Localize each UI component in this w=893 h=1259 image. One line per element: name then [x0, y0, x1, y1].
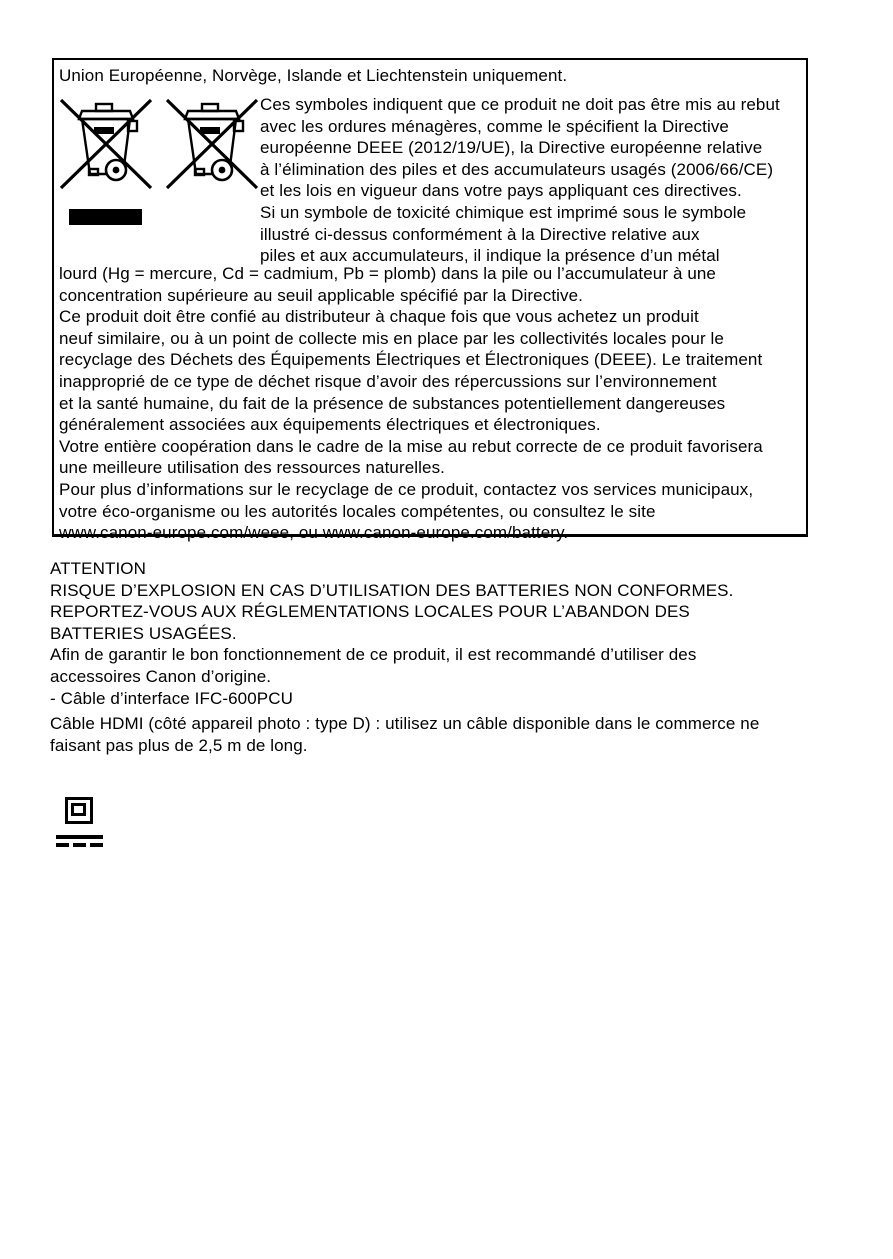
text-line: BATTERIES USAGÉES.	[50, 623, 237, 643]
text-line: ATTENTION	[50, 559, 146, 578]
text-line: illustré ci-dessus conformément à la Directive relative aux	[260, 224, 700, 244]
text-line: Pour plus d’informations sur le recyclage de ce produit, contactez vos services municipaux,	[59, 479, 754, 499]
hdmi-note-section	[50, 713, 759, 756]
text-line: concentration supérieure au seuil applicable spécifié par la Directive.	[59, 285, 583, 305]
text-line: une meilleure utilisation des ressources naturelles.	[59, 458, 446, 478]
text-line: www.canon-europe.com/weee, ou www.canon-europe.com/battery.	[59, 523, 569, 543]
text-line: faisant pas plus de 2,5 m de long.	[50, 735, 308, 755]
text-line: Ces symboles indiquent que ce produit ne doit pas être mis au rebut	[260, 95, 780, 114]
text-line: inapproprié de ce type de déchet risque d’avoir des répercussions sur l’environnement	[59, 371, 717, 391]
text-line: piles et aux accumulateurs, il indique la présence d’un métal	[260, 246, 720, 266]
notice-title: Union Européenne, Norvège, Islande et Liechtenstein uniquement.	[59, 65, 568, 85]
text-line: à l’élimination des piles et des accumulateurs usagés (2006/66/CE)	[260, 159, 774, 179]
text-line: - Câble d’interface IFC-600PCU	[50, 688, 293, 708]
notice-indented-text	[260, 94, 780, 267]
text-line: Votre entière coopération dans le cadre de la mise au rebut correcte de ce produit favorisera	[59, 436, 763, 456]
text-line: accessoires Canon d’origine.	[50, 666, 272, 686]
text-line: REPORTEZ-VOUS AUX RÉGLEMENTATIONS LOCALES POUR L’ABANDON DES	[50, 602, 690, 622]
text-line: recyclage des Déchets des Équipements Électriques et Électroniques (DEEE). Le traitement	[59, 350, 763, 370]
text-line: RISQUE D’EXPLOSION EN CAS D’UTILISATION DES BATTERIES NON CONFORMES.	[50, 580, 734, 600]
weee-notice-box	[52, 58, 808, 543]
notice-body-text	[59, 263, 763, 544]
dc-dashed-line	[56, 843, 103, 847]
text-line: et la santé humaine, du fait de la présence de substances potentiellement dangereuses	[59, 393, 726, 413]
weee-crossed-out-wheelie-bin-icon	[60, 99, 152, 189]
battery-directive-black-bar	[69, 209, 142, 225]
text-line: Si un symbole de toxicité chimique est imprimé sous le symbole	[260, 202, 747, 222]
class-ii-inner-square	[71, 803, 86, 816]
dc-solid-line	[56, 835, 103, 839]
text-line: Ce produit doit être confié au distributeur à chaque fois que vous achetez un produit	[59, 307, 699, 327]
text-line: européenne DEEE (2012/19/UE), la Directive européenne relative	[260, 138, 763, 158]
class-ii-double-insulation-icon	[65, 797, 93, 824]
text-line: neuf similaire, ou à un point de collecte mis en place par les collectivités locales pour le	[59, 328, 724, 348]
attention-section	[50, 558, 733, 709]
text-line: et les lois en vigueur dans votre pays appliquant ces directives.	[260, 181, 742, 201]
battery-crossed-out-wheelie-bin-icon	[166, 99, 258, 189]
text-line: Câble HDMI (côté appareil photo : type D) : utilisez un câble disponible dans le commerce ne	[50, 714, 760, 733]
text-line: votre éco-organisme ou les autorités locales compétentes, ou consultez le site	[59, 501, 656, 521]
text-line: avec les ordures ménagères, comme le spécifient la Directive	[260, 116, 729, 136]
text-line: généralement associées aux équipements électriques et électroniques.	[59, 415, 601, 435]
text-line: Afin de garantir le bon fonctionnement de ce produit, il est recommandé d’utiliser des	[50, 645, 697, 665]
text-line: lourd (Hg = mercure, Cd = cadmium, Pb = plomb) dans la pile ou l’accumulateur à une	[59, 264, 716, 283]
